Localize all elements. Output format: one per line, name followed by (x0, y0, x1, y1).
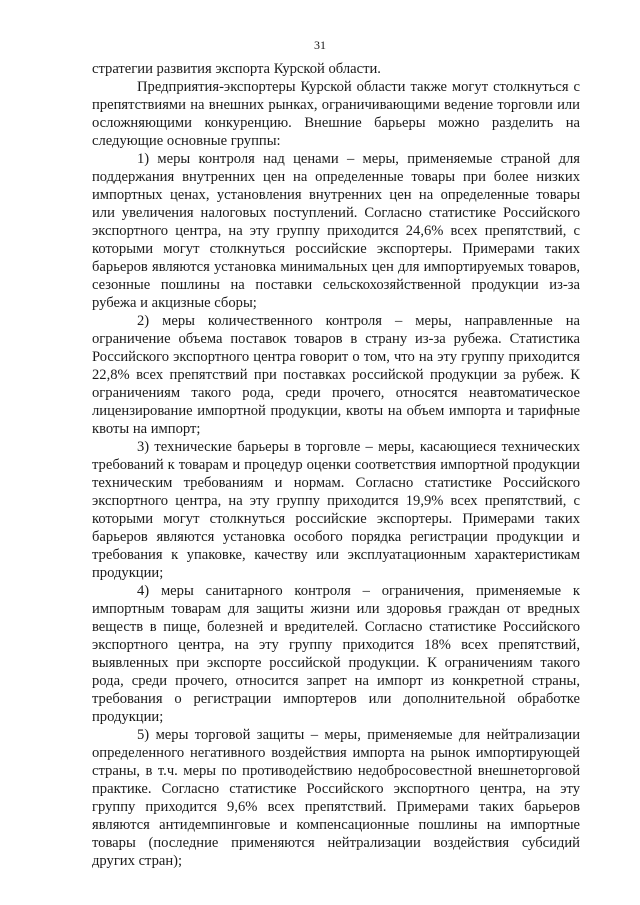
document-body (92, 60, 580, 870)
paragraph-intro: Предприятия-экспортеры Курской области также могут столкнуться с препятствиями на внешних рынках, ограничивающими ведение торговли или осложняющими конкуренцию. Внешние барьеры можно разделить на следующие основные группы: (92, 79, 580, 149)
page-number: 31 (314, 38, 326, 52)
list-item-sanitary-control: 4) меры санитарного контроля – ограничения, применяемые к импортным товарам для защиты жизни или здоровья граждан от вредных веществ в пище, болезней и вредителей. Согласно статистике Российского экспортного центра, на эту группу приходится 18% всех препятствий, выявленных при экспорте российской продукции. К ограничениям такого рода, среди прочего, относится запрет на импорт из конкретной страны, требования о регистрации импортеров или дополнительной обработке продукции; (92, 583, 580, 725)
list-item-quantitative-control: 2) меры количественного контроля – меры, направленные на ограничение объема поставок товаров в страну из-за рубежа. Статистика Российского экспортного центра говорит о том, что на эту группу приходится 22,8% всех препятствий при поставках российской продукции за рубеж. К ограничениям такого рода, среди прочего, относятся неавтоматическое лицензирование импортной продукции, квоты на объем импорта и тарифные квоты на импорт; (92, 313, 580, 437)
paragraph-continuation: стратегии развития экспорта Курской области. (92, 61, 381, 77)
list-item-technical-barriers: 3) технические барьеры в торговле – меры, касающиеся технических требований к товарам и процедур оценки соответствия импортной продукции техническим требованиям и нормам. Согласно статистике Российского экспортного центра, на эту группу приходится 19,9% всех препятствий, с которыми могут столкнуться российские экспортеры. Примерами таких барьеров являются установка особого порядка регистрации продукции и требования к упаковке, качеству или эксплуатационным характеристикам продукции; (92, 439, 580, 581)
list-item-price-control: 1) меры контроля над ценами – меры, применяемые страной для поддержания внутренних цен на определенные товары при более низких импортных ценах, установления внутренних цен на определенные товары или увеличения налоговых поступлений. Согласно статистике Российского экспортного центра, на эту группу приходится 24,6% всех препятствий, с которыми могут столкнуться российские экспортеры. Примерами таких барьеров являются установка минимальных цен для импортируемых товаров, сезонные пошлины на поставки сельскохозяйственной продукции из-за рубежа и акцизные сборы; (92, 151, 580, 311)
list-item-trade-protection: 5) меры торговой защиты – меры, применяемые для нейтрализации определенного негативного воздействия импорта на рынок импортирующей страны, в т.ч. меры по противодействию недобросовестной внешнеторговой практике. Согласно статистике Российского экспортного центра, на эту группу приходится 9,6% всех препятствий. Примерами таких барьеров являются антидемпинговые и компенсационные пошлины на импортные товары (последние применяются нейтрализации воздействия субсидий других стран); (92, 727, 580, 869)
